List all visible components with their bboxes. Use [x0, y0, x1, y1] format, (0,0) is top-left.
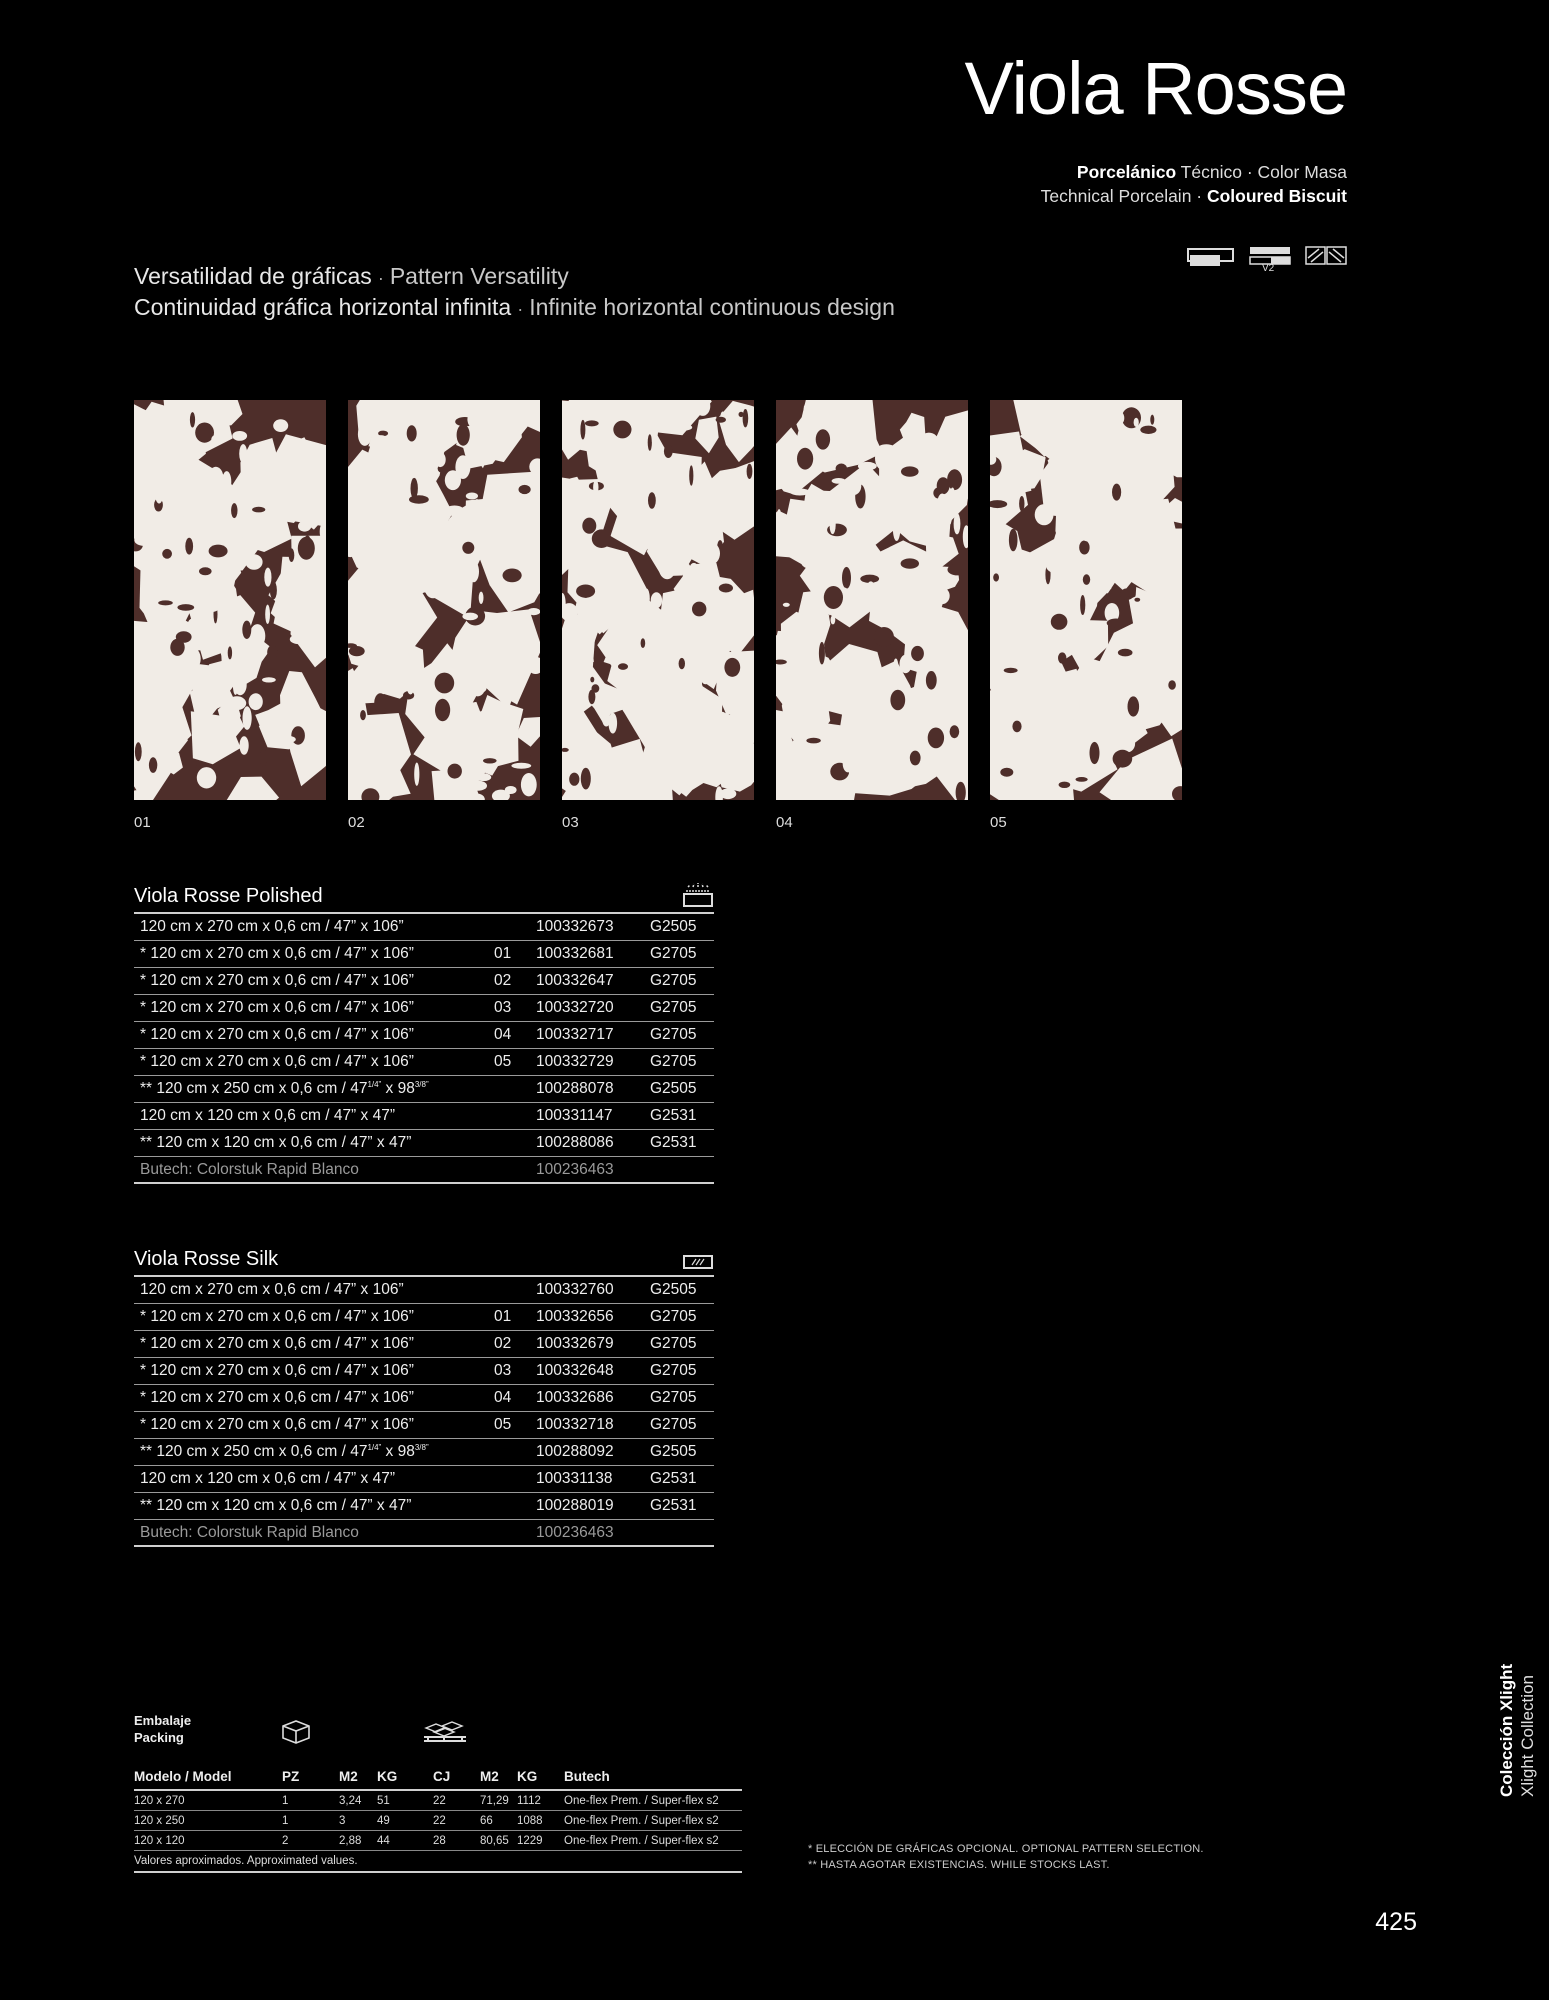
silk-finish-icon — [682, 1253, 714, 1271]
product-rows — [134, 1277, 714, 1547]
packing-header-row — [134, 1764, 742, 1791]
size-cell — [140, 1080, 494, 1098]
marble-swatch-image — [348, 400, 540, 800]
product-row — [134, 1493, 714, 1520]
page-title: Viola Rosse — [964, 47, 1347, 130]
cell: 22 — [433, 1814, 446, 1827]
reference-code: G2531 — [650, 1134, 697, 1151]
size-cell — [140, 1524, 494, 1542]
pattern-line2-es: Continuidad gráfica horizontal infinita — [134, 294, 512, 320]
size-prefix: ** — [140, 1497, 157, 1514]
approximated-values-note: Valores aproximados. Approximated values. — [134, 1851, 742, 1873]
cell: 49 — [377, 1814, 390, 1827]
product-code: 100331138 — [536, 1470, 613, 1487]
reference-code: G2705 — [650, 1026, 697, 1043]
product-row — [134, 1157, 714, 1184]
marble-tile — [562, 400, 754, 831]
marble-swatch-image — [562, 400, 754, 800]
size-mid: x 98 — [381, 1443, 415, 1461]
product-code: 100288019 — [536, 1497, 614, 1514]
graphic-number: 04 — [494, 1026, 512, 1043]
size-size: 120 cm x 270 cm x 0,6 cm / 47” x 106” — [140, 1281, 404, 1298]
product-code: 100332681 — [536, 945, 614, 962]
size-size: 120 cm x 270 cm x 0,6 cm / 47” x 106” — [150, 999, 414, 1016]
product-header — [134, 884, 714, 914]
cell: One-flex Prem. / Super-flex s2 — [564, 1814, 719, 1827]
footnotes — [808, 1841, 1204, 1873]
size-prefix: ** — [140, 1134, 157, 1151]
graphic-number: 04 — [494, 1389, 512, 1406]
size-size: 120 cm x 270 cm x 0,6 cm / 47” x 106” — [140, 918, 404, 935]
product-row — [134, 1466, 714, 1493]
box-icon — [280, 1718, 312, 1744]
cell: 28 — [433, 1834, 446, 1847]
col-header: CJ — [433, 1769, 451, 1784]
cell: 44 — [377, 1834, 390, 1847]
slab-v2-format-icon — [1249, 246, 1291, 274]
product-row — [134, 1130, 714, 1157]
product-code: 100332720 — [536, 999, 614, 1016]
product-code: 100332686 — [536, 1389, 614, 1406]
cell: 120 x 270 — [134, 1794, 185, 1807]
reference-code: G2505 — [650, 1080, 697, 1097]
graphic-number: 05 — [494, 1053, 512, 1070]
cell: 22 — [433, 1794, 446, 1807]
size-size: 120 cm x 270 cm x 0,6 cm / 47” x 106” — [150, 1335, 414, 1352]
product-row — [134, 1049, 714, 1076]
graphic-number: 03 — [494, 999, 512, 1016]
size-size: 120 cm x 270 cm x 0,6 cm / 47” x 106” — [150, 1389, 414, 1406]
reference-code: G2705 — [650, 1053, 697, 1070]
marble-tiles — [134, 400, 1182, 831]
cell: 120 x 250 — [134, 1814, 185, 1827]
collection-es: Colección Xlight — [1497, 1663, 1516, 1797]
product-row — [134, 1103, 714, 1130]
cell: 51 — [377, 1794, 390, 1807]
cell: 71,29 — [480, 1794, 509, 1807]
slab-format-icon — [1187, 246, 1235, 268]
size-cell — [140, 1470, 494, 1488]
tile-number: 05 — [990, 814, 1007, 831]
size-size: 120 cm x 270 cm x 0,6 cm / 47” x 106” — [150, 1362, 414, 1379]
size-size: Butech: Colorstuk Rapid Blanco — [140, 1160, 359, 1178]
cell: 1088 — [517, 1814, 543, 1827]
col-header: M2 — [339, 1769, 358, 1784]
marble-tile — [990, 400, 1182, 831]
reference-code: G2505 — [650, 1443, 697, 1460]
cell: 120 x 120 — [134, 1834, 185, 1847]
size-cell — [140, 1416, 494, 1434]
product-code: 100332656 — [536, 1308, 614, 1325]
product-code: 100288078 — [536, 1080, 614, 1097]
pattern-line1-en: Pattern Versatility — [389, 263, 569, 289]
cell: 1112 — [517, 1794, 541, 1807]
reference-code: G2531 — [650, 1497, 697, 1514]
collection-en: Xlight Collection — [1518, 1675, 1537, 1797]
size-prefix: * — [140, 1308, 151, 1325]
size-prefix: * — [140, 1335, 151, 1352]
size-cell — [140, 1134, 494, 1152]
bookmatch-format-icon — [1305, 246, 1347, 266]
graphic-number: 01 — [494, 945, 512, 962]
cell: 2,88 — [339, 1834, 362, 1847]
product-code: 100236463 — [536, 1160, 614, 1178]
size-size: 120 cm x 120 cm x 0,6 cm / 47” x 47” — [156, 1134, 412, 1151]
product-code: 100332647 — [536, 972, 614, 989]
product-code: 100331147 — [536, 1107, 613, 1124]
product-code: 100332729 — [536, 1053, 614, 1070]
reference-code: G2705 — [650, 1308, 697, 1325]
size-size: 120 cm x 270 cm x 0,6 cm / 47” x 106” — [150, 1053, 414, 1070]
product-row — [134, 995, 714, 1022]
size-cell — [140, 1308, 494, 1326]
footnote-stocks: ** HASTA AGOTAR EXISTENCIAS. WHILE STOCKS LAST. — [808, 1859, 1110, 1871]
cell: 2 — [282, 1834, 289, 1847]
size-cell — [140, 1161, 494, 1179]
product-code: 100332679 — [536, 1335, 614, 1352]
product-row — [134, 1331, 714, 1358]
cell: 66 — [480, 1814, 493, 1827]
cell: 1 — [282, 1814, 289, 1827]
product-table-silk — [134, 1247, 714, 1547]
packing-row — [134, 1831, 742, 1851]
product-row — [134, 941, 714, 968]
size-cell — [140, 999, 494, 1017]
reference-code: G2705 — [650, 1362, 697, 1379]
product-name: Viola Rosse Silk — [134, 1248, 279, 1270]
packing-grid — [134, 1764, 742, 1873]
size-prefix: * — [140, 1389, 151, 1406]
cell: One-flex Prem. / Super-flex s2 — [564, 1794, 719, 1807]
size-prefix: * — [140, 1053, 151, 1070]
size-cell — [140, 945, 494, 963]
graphic-number: 01 — [494, 1308, 512, 1325]
size-v1: 1/4” — [367, 1079, 382, 1089]
cell: 80,65 — [480, 1834, 509, 1847]
size-cell — [140, 972, 494, 990]
reference-code: G2705 — [650, 1416, 697, 1433]
tile-number: 01 — [134, 814, 151, 831]
size-prefix: * — [140, 999, 151, 1016]
size-size: 120 cm x 120 cm x 0,6 cm / 47” x 47” — [140, 1107, 395, 1124]
size-prefix: * — [140, 1416, 151, 1433]
marble-tile — [348, 400, 540, 831]
reference-code: G2705 — [650, 972, 697, 989]
size-size: 120 cm x 250 cm x 0,6 cm / 47 — [156, 1080, 368, 1098]
product-row — [134, 1304, 714, 1331]
product-table-polished — [134, 884, 714, 1184]
cell: 3 — [339, 1814, 346, 1827]
product-name: Viola Rosse Polished — [134, 885, 323, 907]
reference-code: G2705 — [650, 1335, 697, 1352]
graphic-number: 02 — [494, 972, 512, 989]
product-row — [134, 1076, 714, 1103]
size-size: Butech: Colorstuk Rapid Blanco — [140, 1523, 359, 1541]
product-row — [134, 1439, 714, 1466]
packing-row — [134, 1791, 742, 1811]
product-row — [134, 1358, 714, 1385]
product-code: 100332673 — [536, 918, 614, 935]
pattern-line2-en: Infinite horizontal continuous design — [529, 294, 895, 320]
size-prefix: * — [140, 1026, 151, 1043]
size-cell — [140, 1107, 494, 1125]
size-cell — [140, 1362, 494, 1380]
size-prefix: * — [140, 972, 151, 989]
product-row — [134, 1022, 714, 1049]
collection-label — [1496, 1664, 1538, 1797]
product-code: 100332717 — [536, 1026, 614, 1043]
pallet-icon — [422, 1718, 468, 1744]
pattern-description — [134, 262, 895, 324]
product-row — [134, 1277, 714, 1304]
product-row — [134, 1412, 714, 1439]
marble-swatch-image — [776, 400, 968, 800]
graphic-number: 05 — [494, 1416, 512, 1433]
product-row — [134, 914, 714, 941]
marble-swatch-image — [134, 400, 326, 800]
size-size: 120 cm x 120 cm x 0,6 cm / 47” x 47” — [156, 1497, 412, 1514]
size-size: 120 cm x 250 cm x 0,6 cm / 47 — [156, 1443, 368, 1461]
size-cell — [140, 1497, 494, 1515]
tile-number: 02 — [348, 814, 365, 831]
col-header: KG — [377, 1769, 398, 1784]
cell: 3,24 — [339, 1794, 362, 1807]
marble-tile — [776, 400, 968, 831]
size-size: 120 cm x 120 cm x 0,6 cm / 47” x 47” — [140, 1470, 395, 1487]
packing-label-en: Packing — [134, 1730, 184, 1745]
size-mid: x 98 — [381, 1080, 415, 1098]
cell: 1 — [282, 1794, 289, 1807]
packing-table — [134, 1712, 742, 1867]
product-row — [134, 1520, 714, 1547]
graphic-number: 02 — [494, 1335, 512, 1352]
subtitle-rest-en: Technical Porcelain · — [1040, 186, 1207, 206]
size-prefix: * — [140, 945, 151, 962]
subtitle-bold-es: Porcelánico — [1076, 162, 1177, 182]
reference-code: G2505 — [650, 1281, 697, 1298]
format-icons — [1187, 246, 1347, 274]
polished-finish-icon — [682, 882, 714, 908]
cell: One-flex Prem. / Super-flex s2 — [564, 1834, 719, 1847]
product-code: 100332760 — [536, 1281, 614, 1298]
size-prefix: ** — [140, 1443, 157, 1461]
size-cell — [140, 1026, 494, 1044]
reference-code: G2531 — [650, 1107, 697, 1124]
marble-swatch-image — [990, 400, 1182, 800]
size-prefix: * — [140, 1362, 151, 1379]
size-v1: 1/4” — [367, 1442, 382, 1452]
tile-number: 03 — [562, 814, 579, 831]
separator-dot: · — [517, 299, 524, 319]
graphic-number: 03 — [494, 1362, 512, 1379]
subtitle-bold-en: Coloured Biscuit — [1206, 186, 1347, 206]
col-header: Modelo / Model — [134, 1769, 232, 1784]
separator-dot: · — [377, 268, 384, 288]
size-cell — [140, 1053, 494, 1071]
marble-tile — [134, 400, 326, 831]
size-cell — [140, 1389, 494, 1407]
material-subtitle — [1041, 160, 1347, 208]
cell: 1229 — [517, 1834, 543, 1847]
product-code: 100332718 — [536, 1416, 614, 1433]
packing-label-es: Embalaje — [134, 1713, 192, 1728]
product-row — [134, 1385, 714, 1412]
col-header: PZ — [282, 1769, 300, 1784]
packing-icons — [280, 1718, 468, 1744]
product-code: 100288086 — [536, 1134, 614, 1151]
product-header — [134, 1247, 714, 1277]
page-number: 425 — [1375, 1908, 1417, 1936]
product-row — [134, 968, 714, 995]
size-size: 120 cm x 270 cm x 0,6 cm / 47” x 106” — [150, 1308, 414, 1325]
size-cell — [140, 1335, 494, 1353]
reference-code: G2531 — [650, 1470, 697, 1487]
v2-label: V2 — [1262, 263, 1275, 274]
size-v2: 3/8” — [414, 1442, 429, 1452]
product-rows — [134, 914, 714, 1184]
product-code: 100332648 — [536, 1362, 614, 1379]
product-code: 100288092 — [536, 1443, 614, 1460]
reference-code: G2705 — [650, 945, 697, 962]
size-size: 120 cm x 270 cm x 0,6 cm / 47” x 106” — [150, 1026, 414, 1043]
pattern-line1-es: Versatilidad de gráficas — [134, 263, 372, 289]
size-cell — [140, 1281, 494, 1299]
col-header: M2 — [480, 1769, 499, 1784]
reference-code: G2505 — [650, 918, 697, 935]
col-header: Butech — [564, 1769, 610, 1784]
packing-row — [134, 1811, 742, 1831]
reference-code: G2705 — [650, 999, 697, 1016]
size-v2: 3/8” — [414, 1079, 429, 1089]
size-size: 120 cm x 270 cm x 0,6 cm / 47” x 106” — [150, 1416, 414, 1433]
size-cell — [140, 1443, 494, 1461]
reference-code: G2705 — [650, 1389, 697, 1406]
tile-number: 04 — [776, 814, 793, 831]
size-cell — [140, 918, 494, 936]
subtitle-rest-es: Técnico · Color Masa — [1176, 162, 1347, 182]
size-size: 120 cm x 270 cm x 0,6 cm / 47” x 106” — [150, 945, 414, 962]
size-size: 120 cm x 270 cm x 0,6 cm / 47” x 106” — [150, 972, 414, 989]
col-header: KG — [517, 1769, 538, 1784]
product-code: 100236463 — [536, 1523, 614, 1541]
footnote-optional-pattern: * ELECCIÓN DE GRÁFICAS OPCIONAL. OPTIONAL PATTERN SELECTION. — [808, 1843, 1204, 1855]
size-prefix: ** — [140, 1080, 157, 1098]
